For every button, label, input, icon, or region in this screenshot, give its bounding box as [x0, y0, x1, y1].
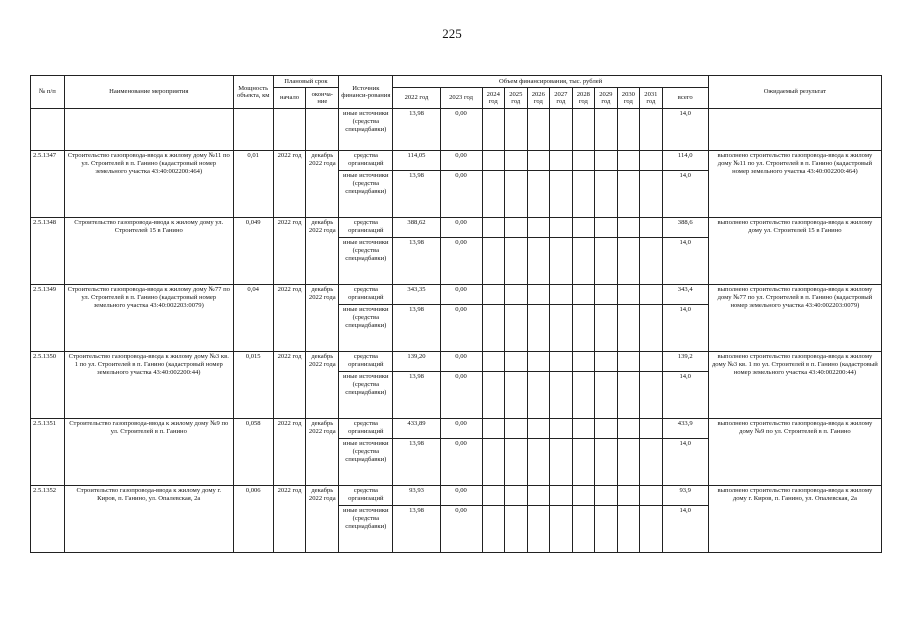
cell-empty [527, 305, 550, 352]
header-year: 2030 год [617, 88, 640, 109]
header-year: 2023 год [440, 88, 482, 109]
cell-source: средства организаций [339, 352, 393, 372]
cell-name: Строительство газопровода-ввода к жилому дому г. Киров, п. Ганино, ул. Опалевская, 2а [64, 486, 233, 553]
cell-empty [482, 109, 505, 151]
cell-empty [482, 238, 505, 285]
cell-empty [505, 171, 528, 218]
cell-end: декабрь 2022 года [306, 218, 339, 285]
cell-empty [527, 352, 550, 372]
cell-2022: 13,98 [393, 506, 440, 553]
header-result: Ожидаемый результат [708, 76, 881, 109]
cell-2023: 0,00 [440, 372, 482, 419]
cell-empty [550, 352, 573, 372]
cell-empty [273, 109, 306, 151]
cell-empty [550, 305, 573, 352]
header-year: 2026 год [527, 88, 550, 109]
cell-num: 2.5.1349 [31, 285, 65, 352]
cell-empty [482, 439, 505, 486]
cell-end: декабрь 2022 года [306, 151, 339, 218]
cell-empty [482, 352, 505, 372]
cell-empty [550, 439, 573, 486]
cell-empty [572, 171, 595, 218]
item-row [31, 218, 882, 238]
cell-empty [640, 486, 663, 506]
cell-empty [550, 238, 573, 285]
cell-empty [708, 109, 881, 151]
cell-empty [527, 285, 550, 305]
cell-total: 14,0 [662, 109, 708, 151]
cell-empty [640, 238, 663, 285]
cell-empty [617, 372, 640, 419]
cell-total: 14,0 [662, 506, 708, 553]
header-year: 2022 год [393, 88, 440, 109]
carry-over-row [31, 109, 882, 151]
cell-empty [640, 439, 663, 486]
cell-2023: 0,00 [440, 151, 482, 171]
cell-empty [617, 171, 640, 218]
cell-empty [482, 506, 505, 553]
cell-empty [617, 439, 640, 486]
cell-capacity: 0,049 [233, 218, 273, 285]
cell-num: 2.5.1347 [31, 151, 65, 218]
cell-empty [572, 151, 595, 171]
cell-empty [640, 151, 663, 171]
cell-empty [595, 439, 618, 486]
cell-2023: 0,00 [440, 439, 482, 486]
cell-total: 14,0 [662, 171, 708, 218]
cell-num: 2.5.1352 [31, 486, 65, 553]
cell-total: 14,0 [662, 238, 708, 285]
cell-empty [550, 285, 573, 305]
cell-empty [505, 109, 528, 151]
cell-empty [640, 218, 663, 238]
cell-empty [527, 439, 550, 486]
cell-2022: 13,98 [393, 238, 440, 285]
item-row [31, 486, 882, 506]
cell-2022: 13,98 [393, 109, 440, 151]
cell-empty [572, 486, 595, 506]
cell-source: иные источники (средства спецнадбавки) [339, 171, 393, 218]
cell-empty [572, 285, 595, 305]
cell-name: Строительство газопровода-ввода к жилому дому №3 кв. 1 по ул. Строителей в п. Ганино (кадастровый номер земельного участка 43:40:002200:44) [64, 352, 233, 419]
cell-total: 343,4 [662, 285, 708, 305]
cell-empty [595, 109, 618, 151]
cell-empty [550, 506, 573, 553]
cell-empty [595, 171, 618, 218]
cell-empty [306, 109, 339, 151]
cell-empty [617, 305, 640, 352]
cell-name: Строительство газопровода-ввода к жилому дому №77 по ул. Строителей в п. Ганино (кадастровый номер земельного участка 43:40:002203:0079) [64, 285, 233, 352]
cell-source: иные источники (средства спецнадбавки) [339, 238, 393, 285]
cell-empty [550, 171, 573, 218]
cell-empty [595, 506, 618, 553]
cell-result: выполнено строительство газопровода-ввода к жилому дому №77 по ул. Строителей в п. Ганино (кадастровый номер земельного участка 43:40:002203:0079) [708, 285, 881, 352]
cell-name: Строительство газопровода-ввода к жилому дому №11 по ул. Строителей в п. Ганино (кадастровый номер земельного участка 43:40:002200:464) [64, 151, 233, 218]
cell-empty [505, 238, 528, 285]
cell-empty [527, 171, 550, 218]
cell-end: декабрь 2022 года [306, 352, 339, 419]
cell-empty [595, 372, 618, 419]
cell-empty [595, 419, 618, 439]
cell-total: 139,2 [662, 352, 708, 372]
header-year: 2024 год [482, 88, 505, 109]
cell-2022: 13,98 [393, 372, 440, 419]
cell-empty [572, 305, 595, 352]
cell-source: иные источники (средства спецнадбавки) [339, 109, 393, 151]
header-start: начало [273, 88, 306, 109]
item-row [31, 352, 882, 372]
cell-empty [550, 218, 573, 238]
cell-empty [482, 419, 505, 439]
header-capacity: Мощность объекта, км [233, 76, 273, 109]
cell-empty [572, 109, 595, 151]
cell-empty [595, 238, 618, 285]
cell-2023: 0,00 [440, 352, 482, 372]
cell-empty [550, 419, 573, 439]
cell-empty [595, 352, 618, 372]
cell-2022: 13,98 [393, 305, 440, 352]
cell-total: 93,9 [662, 486, 708, 506]
cell-2023: 0,00 [440, 171, 482, 218]
page-number: 225 [442, 26, 462, 41]
cell-start: 2022 год [273, 151, 306, 218]
cell-end: декабрь 2022 года [306, 285, 339, 352]
header-num: № п/п [31, 76, 65, 109]
cell-empty [617, 285, 640, 305]
cell-empty [640, 506, 663, 553]
cell-result: выполнено строительство газопровода-ввода к жилому дому №11 по ул. Строителей в п. Ганино (кадастровый номер земельного участка 43:40:002200:464) [708, 151, 881, 218]
header-year: 2031 год [640, 88, 663, 109]
cell-empty [527, 109, 550, 151]
cell-empty [64, 109, 233, 151]
cell-empty [640, 171, 663, 218]
cell-2022: 343,35 [393, 285, 440, 305]
cell-end: декабрь 2022 года [306, 486, 339, 553]
cell-empty [595, 285, 618, 305]
cell-2022: 114,05 [393, 151, 440, 171]
cell-2023: 0,00 [440, 305, 482, 352]
header-name: Наименование мероприятия [64, 76, 233, 109]
cell-empty [527, 218, 550, 238]
header-volume: Объем финансирования, тыс. рублей [393, 76, 708, 88]
cell-2022: 13,98 [393, 171, 440, 218]
cell-empty [572, 352, 595, 372]
cell-empty [482, 151, 505, 171]
cell-empty [527, 372, 550, 419]
cell-source: средства организаций [339, 486, 393, 506]
table-body [31, 109, 882, 553]
cell-empty [595, 151, 618, 171]
cell-empty [640, 109, 663, 151]
cell-empty [572, 218, 595, 238]
cell-empty [572, 419, 595, 439]
cell-empty [572, 506, 595, 553]
cell-result: выполнено строительство газопровода-ввода к жилому дому г. Киров, п. Ганино, ул. Опалевская, 2а [708, 486, 881, 553]
cell-empty [595, 218, 618, 238]
cell-source: средства организаций [339, 285, 393, 305]
cell-empty [527, 151, 550, 171]
cell-name: Строительство газопровода-ввода к жилому дому №9 по ул. Строителей в п. Ганино [64, 419, 233, 486]
cell-2023: 0,00 [440, 486, 482, 506]
cell-2023: 0,00 [440, 506, 482, 553]
cell-2023: 0,00 [440, 218, 482, 238]
cell-2022: 139,20 [393, 352, 440, 372]
cell-capacity: 0,058 [233, 419, 273, 486]
cell-start: 2022 год [273, 285, 306, 352]
cell-empty [505, 372, 528, 419]
cell-source: средства организаций [339, 419, 393, 439]
cell-empty [617, 352, 640, 372]
cell-num: 2.5.1351 [31, 419, 65, 486]
cell-end: декабрь 2022 года [306, 419, 339, 486]
header-year: 2029 год [595, 88, 618, 109]
cell-empty [482, 285, 505, 305]
header-schedule: Плановый срок [273, 76, 339, 88]
cell-empty [640, 285, 663, 305]
cell-total: 388,6 [662, 218, 708, 238]
cell-2022: 388,62 [393, 218, 440, 238]
cell-empty [527, 419, 550, 439]
cell-empty [505, 506, 528, 553]
cell-2022: 13,98 [393, 439, 440, 486]
cell-source: иные источники (средства спецнадбавки) [339, 372, 393, 419]
cell-empty [640, 352, 663, 372]
cell-total: 14,0 [662, 372, 708, 419]
cell-2023: 0,00 [440, 238, 482, 285]
cell-start: 2022 год [273, 419, 306, 486]
cell-empty [505, 439, 528, 486]
cell-empty [617, 419, 640, 439]
cell-empty [572, 372, 595, 419]
cell-empty [233, 109, 273, 151]
header-year: 2025 год [505, 88, 528, 109]
cell-empty [617, 486, 640, 506]
cell-empty [482, 218, 505, 238]
cell-total: 14,0 [662, 439, 708, 486]
cell-2023: 0,00 [440, 285, 482, 305]
cell-empty [640, 419, 663, 439]
cell-empty [572, 238, 595, 285]
header-total: всего [662, 88, 708, 109]
item-row [31, 151, 882, 171]
cell-capacity: 0,04 [233, 285, 273, 352]
cell-2022: 433,89 [393, 419, 440, 439]
cell-start: 2022 год [273, 352, 306, 419]
cell-empty [527, 486, 550, 506]
cell-empty [617, 238, 640, 285]
financing-table [30, 75, 882, 553]
cell-empty [595, 305, 618, 352]
cell-2023: 0,00 [440, 109, 482, 151]
cell-empty [617, 506, 640, 553]
cell-start: 2022 год [273, 486, 306, 553]
cell-empty [617, 218, 640, 238]
cell-result: выполнено строительство газопровода-ввода к жилому дому №3 кв. 1 по ул. Строителей в п. Ганино (кадастровый номер земельного участка 43:40:002200:44) [708, 352, 881, 419]
cell-empty [482, 486, 505, 506]
cell-capacity: 0,01 [233, 151, 273, 218]
cell-empty [550, 372, 573, 419]
cell-capacity: 0,015 [233, 352, 273, 419]
header-year: 2027 год [550, 88, 573, 109]
cell-empty [550, 109, 573, 151]
cell-total: 114,0 [662, 151, 708, 171]
cell-empty [482, 305, 505, 352]
cell-total: 14,0 [662, 305, 708, 352]
cell-empty [640, 305, 663, 352]
cell-empty [527, 238, 550, 285]
cell-empty [505, 151, 528, 171]
cell-2023: 0,00 [440, 419, 482, 439]
cell-empty [505, 419, 528, 439]
cell-empty [505, 218, 528, 238]
cell-empty [31, 109, 65, 151]
cell-empty [505, 285, 528, 305]
cell-source: иные источники (средства спецнадбавки) [339, 439, 393, 486]
header-source: Источник финанси-рования [339, 76, 393, 109]
cell-empty [550, 151, 573, 171]
cell-empty [527, 506, 550, 553]
cell-empty [617, 109, 640, 151]
cell-result: выполнено строительство газопровода-ввода к жилому дому №9 по ул. Строителей в п. Ганино [708, 419, 881, 486]
cell-empty [595, 486, 618, 506]
cell-empty [505, 486, 528, 506]
cell-empty [550, 486, 573, 506]
cell-source: иные источники (средства спецнадбавки) [339, 305, 393, 352]
cell-empty [617, 151, 640, 171]
cell-num: 2.5.1350 [31, 352, 65, 419]
cell-2022: 93,93 [393, 486, 440, 506]
cell-empty [640, 372, 663, 419]
cell-capacity: 0,006 [233, 486, 273, 553]
header-year: 2028 год [572, 88, 595, 109]
item-row [31, 285, 882, 305]
table-header [31, 76, 882, 109]
header-end: оконча-ние [306, 88, 339, 109]
cell-name: Строительство газопровода-ввода к жилому дому ул. Строителей 15 в Ганино [64, 218, 233, 285]
cell-source: иные источники (средства спецнадбавки) [339, 506, 393, 553]
cell-source: средства организаций [339, 151, 393, 171]
cell-source: средства организаций [339, 218, 393, 238]
cell-empty [482, 171, 505, 218]
cell-total: 433,9 [662, 419, 708, 439]
cell-empty [505, 305, 528, 352]
cell-num: 2.5.1348 [31, 218, 65, 285]
cell-empty [572, 439, 595, 486]
item-row [31, 419, 882, 439]
cell-result: выполнено строительство газопровода-ввода к жилому дому ул. Строителей 15 в Ганино [708, 218, 881, 285]
cell-empty [482, 372, 505, 419]
cell-empty [505, 352, 528, 372]
cell-start: 2022 год [273, 218, 306, 285]
